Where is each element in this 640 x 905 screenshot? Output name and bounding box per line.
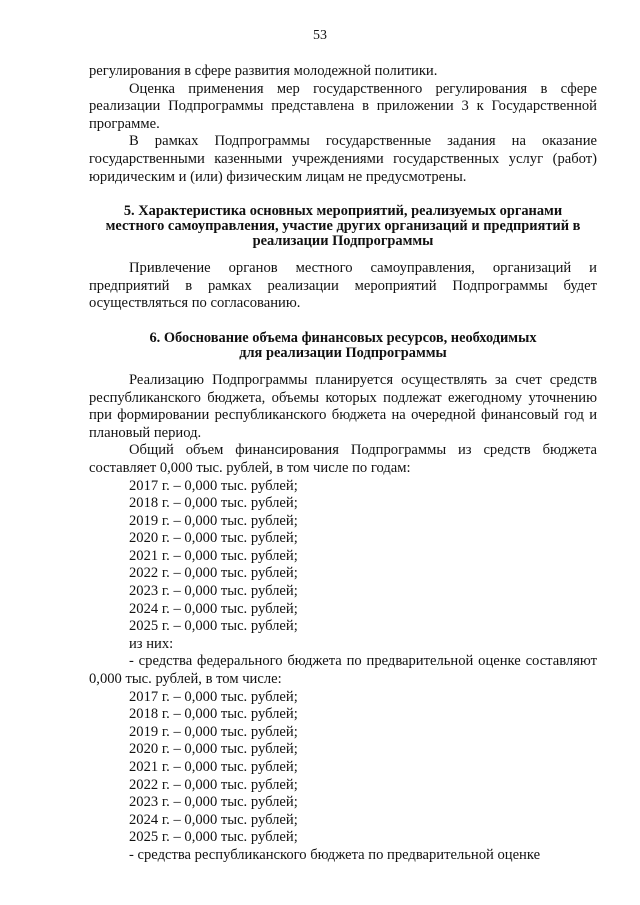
document-body — [89, 63, 597, 865]
list-item: 2023 г. – 0,000 тыс. рублей; — [129, 794, 298, 811]
list-item: 2017 г. – 0,000 тыс. рублей; — [129, 688, 298, 705]
list-item: 2024 г. – 0,000 тыс. рублей; — [129, 600, 298, 617]
list-item: 2020 г. – 0,000 тыс. рублей; — [129, 741, 298, 758]
list-item: 2022 г. – 0,000 тыс. рублей; — [129, 565, 298, 582]
paragraph-regulation-assessment: Оценка применения мер государственного регулирования в сфере реализации Подпрограммы представлена в приложении 3 к Государственной программе. — [89, 80, 597, 132]
list-item: 2025 г. – 0,000 тыс. рублей; — [129, 829, 298, 846]
section-6-heading-line: 6. Обоснование объема финансовых ресурсов, необходимых — [149, 329, 537, 346]
list-item: 2024 г. – 0,000 тыс. рублей; — [129, 811, 298, 828]
section-6-paragraph-funding-source: Реализацию Подпрограммы планируется осуществлять за счет средств республиканского бюджета, объемы которых подлежат ежегодному уточнению при формировании республиканского бюджета на очередной финансовый год и плановый период. — [89, 371, 597, 441]
of-them-label: из них: — [129, 635, 174, 652]
section-6-heading-line: для реализации Подпрограммы — [239, 344, 447, 361]
section-5-paragraph: Привлечение органов местного самоуправления, организаций и предприятий в рамках реализации мероприятий Подпрограммы будет осуществляться по согласованию. — [89, 260, 597, 312]
republic-budget-paragraph: - средства республиканского бюджета по предварительной оценке — [129, 846, 541, 863]
section-5-heading — [89, 204, 597, 249]
paragraph-state-tasks: В рамках Подпрограммы государственные задания на оказание государственными казенными учреждениями государственных услуг (работ) юридическим и (или) физическим лицам не предусмотрены. — [89, 133, 597, 185]
years-total-list — [89, 478, 597, 636]
section-5-heading-line: 5. Характеристика основных мероприятий, реализуемых органами — [123, 203, 563, 220]
list-item: 2021 г. – 0,000 тыс. рублей; — [129, 547, 298, 564]
list-item: 2019 г. – 0,000 тыс. рублей; — [129, 723, 298, 740]
page-number: 53 — [313, 28, 327, 43]
section-6-heading — [89, 331, 597, 361]
list-item: 2021 г. – 0,000 тыс. рублей; — [129, 759, 298, 775]
section-5-heading-line: местного самоуправления, участие других организаций и предприятий в — [105, 218, 581, 235]
list-item: 2020 г. – 0,000 тыс. рублей; — [129, 530, 298, 547]
list-item: 2023 г. – 0,000 тыс. рублей; — [129, 583, 298, 600]
paragraph-continuation: регулирования в сфере развития молодежной политики. — [89, 63, 438, 79]
list-item: 2018 г. – 0,000 тыс. рублей; — [129, 495, 298, 512]
federal-budget-paragraph: - средства федерального бюджета по предварительной оценке составляют 0,000 тыс. рублей, в том числе: — [89, 653, 597, 688]
list-item: 2022 г. – 0,000 тыс. рублей; — [129, 776, 298, 793]
list-item: 2017 г. – 0,000 тыс. рублей; — [129, 477, 298, 494]
section-5-heading-line: реализации Подпрограммы — [252, 233, 434, 250]
list-item: 2018 г. – 0,000 тыс. рублей; — [129, 706, 298, 723]
section-6-paragraph-total-volume: Общий объем финансирования Подпрограммы из средств бюджета составляет 0,000 тыс. рублей, в том числе по годам: — [89, 442, 597, 476]
years-federal-list — [89, 689, 597, 847]
list-item: 2019 г. – 0,000 тыс. рублей; — [129, 512, 298, 529]
list-item: 2025 г. – 0,000 тыс. рублей; — [129, 618, 298, 635]
